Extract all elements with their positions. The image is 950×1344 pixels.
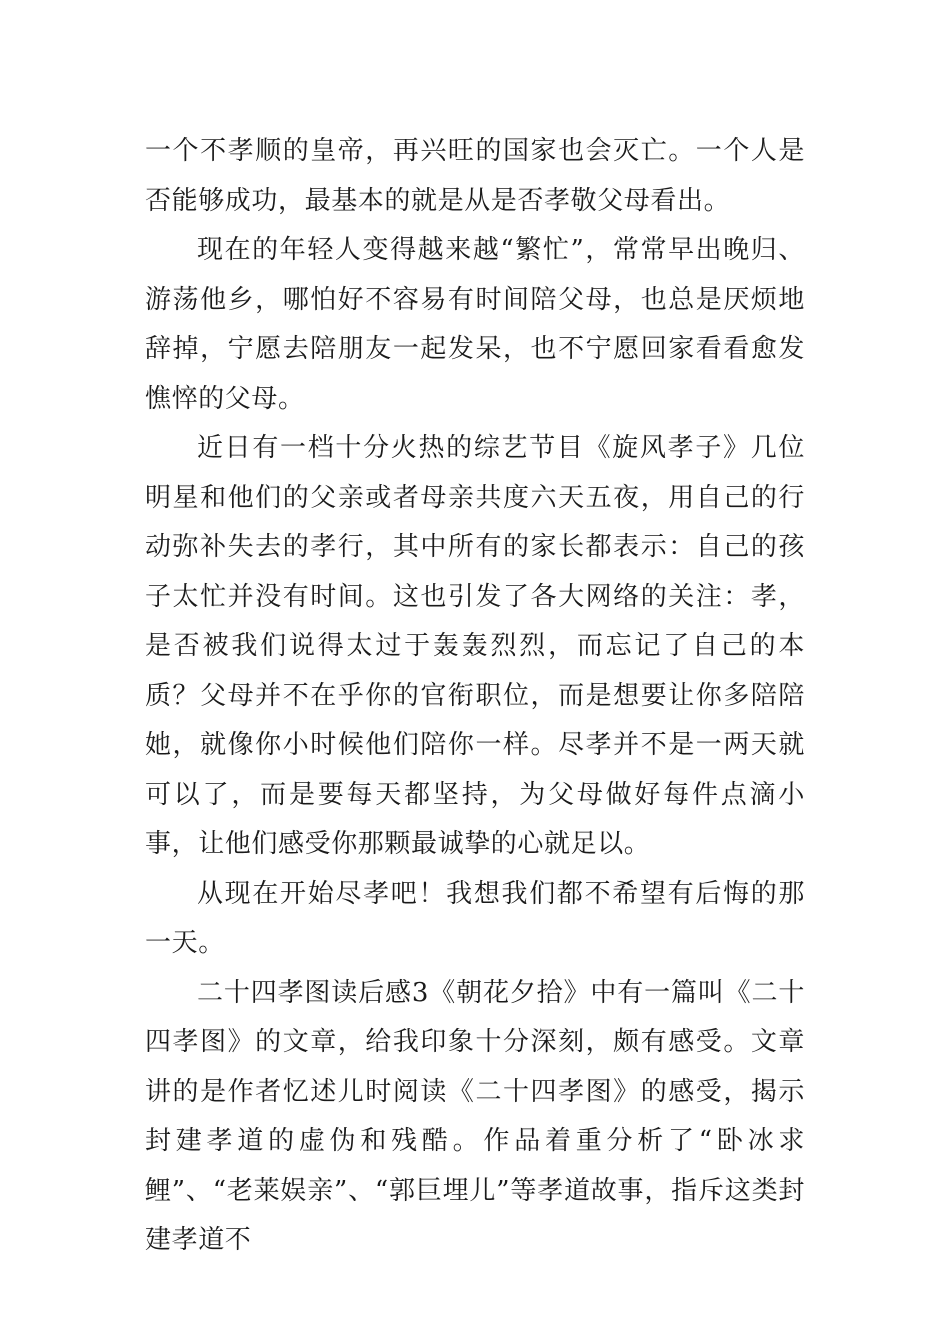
paragraph-5: 二十四孝图读后感3《朝花夕拾》中有一篇叫《二十四孝图》的文章，给我印象十分深刻，颇有感受。文章讲的是作者忆述儿时阅读《二十四孝图》的感受，揭示封建孝道的虚伪和残酷。作品着重分析了“卧冰求鲤”、“老莱娱亲”、“郭巨埋儿”等孝道故事，指斥这类封建孝道不 [145, 977, 805, 1255]
paragraph-4: 从现在开始尽孝吧！我想我们都不希望有后悔的那一天。 [145, 878, 805, 958]
paragraph-1: 一个不孝顺的皇帝，再兴旺的国家也会灭亡。一个人是否能够成功，最基本的就是从是否孝敬父母看出。 [145, 136, 805, 216]
paragraph-2: 现在的年轻人变得越来越“繁忙”，常常早出晚归、游荡他乡，哪怕好不容易有时间陪父母，也总是厌烦地辞掉，宁愿去陪朋友一起发呆，也不宁愿回家看看愈发憔悴的父母。 [145, 235, 805, 414]
paragraph-3: 近日有一档十分火热的综艺节目《旋风孝子》几位明星和他们的父亲或者母亲共度六天五夜，用自己的行动弥补失去的孝行，其中所有的家长都表示：自己的孩子太忙并没有时间。这也引发了各大网络的关注：孝，是否被我们说得太过于轰轰烈烈，而忘记了自己的本质？父母并不在乎你的官衔职位，而是想要让你多陪陪她，就像你小时候他们陪你一样。尽孝并不是一两天就可以了，而是要每天都坚持，为父母做好每件点滴小事，让他们感受你那颗最诚挚的心就足以。 [145, 433, 805, 859]
document-body [145, 127, 805, 1266]
